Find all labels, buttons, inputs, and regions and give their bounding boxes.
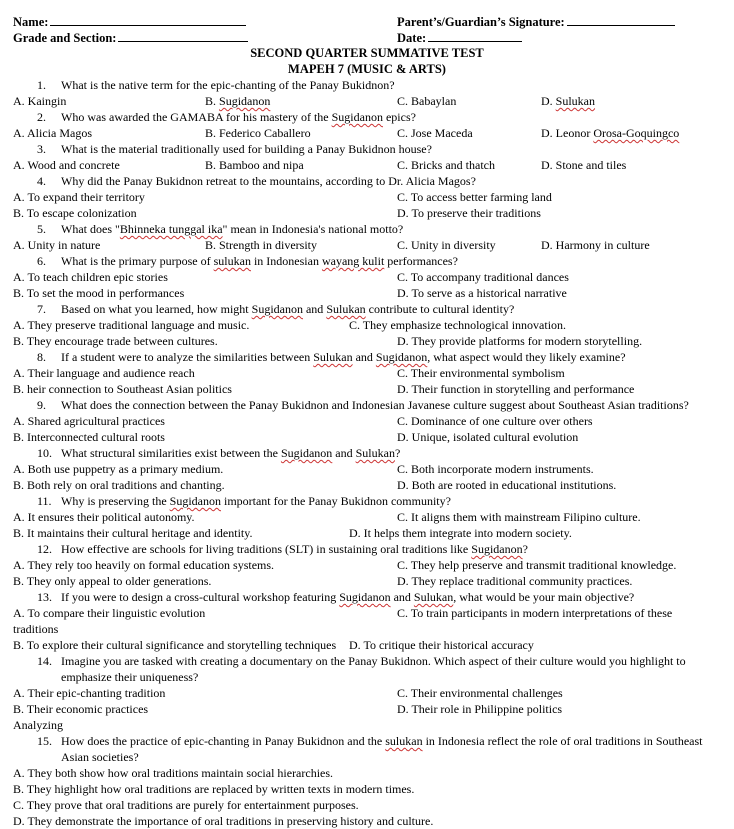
option-a[interactable]: A. Their epic-chanting tradition [13,686,166,700]
name-line [13,13,246,29]
option-b[interactable]: B. Interconnected cultural roots [13,430,165,444]
option-c[interactable]: C. Bricks and thatch [397,158,495,172]
option-a[interactable]: A. Shared agricultural practices [13,414,165,428]
name-field[interactable] [50,13,246,26]
question-number: 10. [37,446,52,460]
option-d[interactable]: D. Their role in Philippine politics [397,702,563,716]
option-b[interactable]: B. To explore their cultural significance and storytelling techniques [13,638,337,652]
question-text: How effective are schools for living traditions (SLT) in sustaining oral traditions like Sugidanon? [61,542,528,556]
question-number: 9. [37,398,46,412]
date-line [397,29,522,45]
question-number: 1. [37,78,46,92]
question-text: Who was awarded the GAMABA for his mastery of the Sugidanon epics? [61,110,416,124]
question-number: 11. [37,494,52,508]
option-b[interactable]: B. Sugidanon [205,94,271,108]
question-text: How does the practice of epic-chanting in Panay Bukidnon and the sulukan in Indonesia reflect the role of oral traditions in Southeast [61,734,703,748]
grade-label: Grade and Section: [13,31,117,45]
option-c[interactable]: C. To train participants in modern interpretations of these [397,606,673,620]
question-3 [37,141,432,157]
option-b[interactable]: B. heir connection to Southeast Asian politics [13,382,232,396]
question-number: 14. [37,654,52,668]
option-b[interactable]: B. Strength in diversity [205,238,317,252]
question-text: What is the material traditionally used for building a Panay Bukidnon house? [61,142,432,156]
option-a[interactable]: A. Alicia Magos [13,126,92,140]
option-c[interactable]: C. Both incorporate modern instruments. [397,462,594,476]
question-11 [37,493,451,509]
option-d[interactable]: D. Stone and tiles [541,158,627,172]
question-text: Why did the Panay Bukidnon retreat to the mountains, according to Dr. Alicia Magos? [61,174,476,188]
name-label: Name: [13,15,49,29]
option-a[interactable]: A. Unity in nature [13,238,101,252]
question-text: Based on what you learned, how might Sugidanon and Sulukan contribute to cultural identity? [61,302,515,316]
option-b[interactable]: B. Bamboo and nipa [205,158,304,172]
option-b[interactable]: B. Their economic practices [13,702,149,716]
option-b[interactable]: B. It maintains their cultural heritage and identity. [13,526,253,540]
option-c[interactable]: C. Babaylan [397,94,457,108]
question-text: What is the native term for the epic-chanting of the Panay Bukidnon? [61,78,395,92]
date-label: Date: [397,31,427,45]
option-c[interactable]: C. Their environmental symbolism [397,366,565,380]
test-subtitle: MAPEH 7 (MUSIC & ARTS) [288,62,446,76]
question-text: If you were to design a cross-cultural workshop featuring Sugidanon and Sulukan, what would be your main objective? [61,590,635,604]
question-15 [37,733,703,749]
option-a[interactable]: A. They both show how oral traditions maintain social hierarchies. [13,766,334,780]
question-text-continued: emphasize their uniqueness? [61,670,199,684]
option-b[interactable]: B. They highlight how oral traditions are replaced by written texts in modern times. [13,782,415,796]
option-a[interactable]: A. Wood and concrete [13,158,120,172]
test-title: SECOND QUARTER SUMMATIVE TEST [250,46,484,60]
question-text: If a student were to analyze the similarities between Sulukan and Sugidanon, what aspect would they likely examine? [61,350,626,364]
option-d[interactable]: D. Leonor Orosa-Goquingco [541,126,680,140]
question-number: 12. [37,542,52,556]
question-13 [37,589,635,605]
option-d[interactable]: D. Harmony in culture [541,238,650,252]
option-a[interactable]: A. Kaingin [13,94,67,108]
option-c[interactable]: C. They help preserve and transmit traditional knowledge. [397,558,677,572]
option-b[interactable]: B. Federico Caballero [205,126,311,140]
question-text: Why is preserving the Sugidanon important for the Panay Bukidnon community? [61,494,451,508]
option-c[interactable]: C. They emphasize technological innovation. [349,318,567,332]
question-7 [37,301,515,317]
question-1 [37,77,395,93]
option-c[interactable]: C. It aligns them with mainstream Filipino culture. [397,510,641,524]
option-c[interactable]: C. Their environmental challenges [397,686,563,700]
question-text: What does the connection between the Panay Bukidnon and Indonesian Javanese culture suggest about Southeast Asian traditions? [61,398,689,412]
option-c[interactable]: C. Unity in diversity [397,238,496,252]
option-a[interactable]: A. Both use puppetry as a primary medium. [13,462,224,476]
question-6 [37,253,458,269]
question-4 [37,173,476,189]
option-c[interactable]: C. Jose Maceda [397,126,473,140]
date-field[interactable] [428,29,522,42]
option-d[interactable]: D. They demonstrate the importance of oral traditions in preserving history and culture. [13,814,434,828]
question-text: What is the primary purpose of sulukan in Indonesian wayang kulit performances? [61,254,458,268]
option-d[interactable]: D. They replace traditional community practices. [397,574,633,588]
option-c[interactable]: C. Dominance of one culture over others [397,414,593,428]
question-text: What does "Bhinneka tunggal ika" mean in Indonesia's national motto? [61,222,404,236]
question-12 [37,541,528,557]
option-b[interactable]: B. They encourage trade between cultures. [13,334,218,348]
question-number: 8. [37,350,46,364]
option-d[interactable]: D. Both are rooted in educational institutions. [397,478,617,492]
question-number: 7. [37,302,46,316]
option-d[interactable]: D. They provide platforms for modern storytelling. [397,334,643,348]
option-b[interactable]: B. To set the mood in performances [13,286,185,300]
option-c[interactable]: C. They prove that oral traditions are purely for entertainment purposes. [13,798,359,812]
option-d[interactable]: D. To critique their historical accuracy [349,638,534,652]
question-5 [37,221,404,237]
option-a[interactable]: A. To teach children epic stories [13,270,168,284]
option-b[interactable]: B. They only appeal to older generations. [13,574,212,588]
question-9 [37,397,689,413]
option-a[interactable]: A. To compare their linguistic evolution [13,606,206,620]
option-d[interactable]: D. Sulukan [541,94,596,108]
option-a[interactable]: A. It ensures their political autonomy. [13,510,195,524]
option-a[interactable]: A. They preserve traditional language and music. [13,318,250,332]
option-a[interactable]: A. Their language and audience reach [13,366,195,380]
question-text-continued: Asian societies? [61,750,139,764]
option-c[interactable]: C. To accompany traditional dances [397,270,569,284]
option-c-continued: traditions [13,622,59,636]
signature-line [397,13,675,29]
question-number: 4. [37,174,46,188]
option-d[interactable]: D. Their function in storytelling and performance [397,382,635,396]
question-text: What structural similarities exist between the Sugidanon and Sulukan? [61,446,401,460]
question-number: 6. [37,254,46,268]
question-text: Imagine you are tasked with creating a documentary on the Panay Bukidnon. Which aspect of their culture would you highlight to [61,654,686,668]
section-label: Analyzing [13,718,63,732]
question-14 [37,653,686,669]
question-number: 2. [37,110,46,124]
option-a[interactable]: A. They rely too heavily on formal education systems. [13,558,275,572]
question-number: 3. [37,142,46,156]
option-d[interactable]: D. To serve as a historical narrative [397,286,567,300]
signature-field[interactable] [567,13,675,26]
signature-label: Parent’s/Guardian’s Signature: [397,15,565,29]
option-a[interactable]: A. To expand their territory [13,190,145,204]
option-d[interactable]: D. It helps them integrate into modern society. [349,526,572,540]
question-10 [37,445,401,461]
grade-field[interactable] [118,29,248,42]
question-number: 13. [37,590,52,604]
question-2 [37,109,416,125]
grade-line [13,29,248,45]
question-8 [37,349,626,365]
option-b[interactable]: B. Both rely on oral traditions and chanting. [13,478,225,492]
option-d[interactable]: D. Unique, isolated cultural evolution [397,430,579,444]
option-c[interactable]: C. To access better farming land [397,190,552,204]
option-b[interactable]: B. To escape colonization [13,206,137,220]
option-d[interactable]: D. To preserve their traditions [397,206,541,220]
question-number: 15. [37,734,52,748]
question-number: 5. [37,222,46,236]
